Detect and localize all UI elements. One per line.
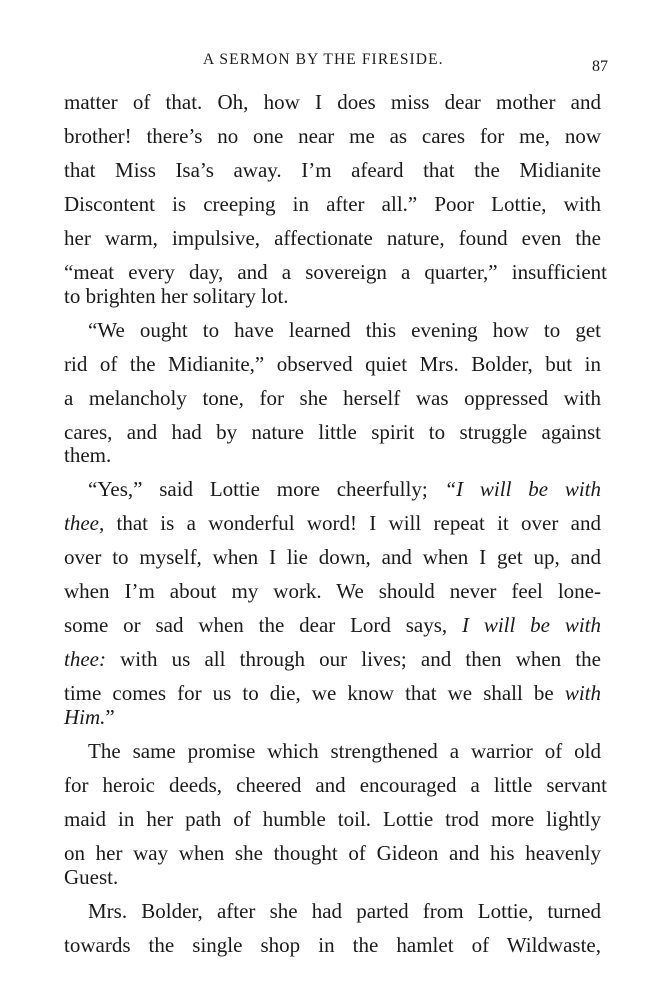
- text-line: over to myself, when I lie down, and when I get up, and: [64, 545, 601, 569]
- text-span: some or sad when the dear Lord says,: [64, 613, 462, 637]
- text-line: brother! there’s no one near me as cares for me, now: [64, 124, 601, 148]
- text-line: [64, 611, 601, 639]
- text-line: “meat every day, and a sovereign a quarter,” insufficient: [64, 260, 607, 284]
- text-line: that Miss Isa’s away. I’m afeard that the Midianite: [64, 158, 601, 182]
- text-span: ”: [105, 705, 115, 729]
- text-line: for heroic deeds, cheered and encouraged a little servant: [64, 773, 607, 797]
- italic-text: thee:: [64, 647, 106, 671]
- italic-text: I will be with: [462, 613, 602, 637]
- text-line: [64, 509, 601, 537]
- text-line: them.: [64, 443, 112, 467]
- text-line: The same promise which strengthened a warrior of old: [88, 739, 601, 763]
- text-line: Discontent is creeping in after all.” Poor Lottie, with: [64, 192, 601, 216]
- text-line: on her way when she thought of Gideon and his heavenly: [64, 841, 601, 865]
- text-line: [64, 703, 601, 731]
- text-span: time comes for us to die, we know that we shall be: [64, 681, 565, 705]
- text-line: “We ought to have learned this evening how to get: [88, 318, 601, 342]
- text-span: that is a wonderful word! I will repeat it over and: [104, 511, 601, 535]
- text-line: [64, 645, 601, 673]
- text-line: matter of that. Oh, how I does miss dear mother and: [64, 90, 601, 114]
- text-line: her warm, impulsive, affectionate nature, found even the: [64, 226, 601, 250]
- text-line: maid in her path of humble toil. Lottie trod more lightly: [64, 807, 601, 831]
- text-line: towards the single shop in the hamlet of Wildwaste,: [64, 933, 601, 957]
- running-title: A SERMON BY THE FIRESIDE.: [203, 51, 444, 68]
- italic-text: thee,: [64, 511, 105, 535]
- text-span: with us all through our lives; and then when the: [105, 647, 601, 671]
- text-line: when I’m about my work. We should never feel lone-: [64, 579, 601, 603]
- text-line: cares, and had by nature little spirit to struggle against: [64, 420, 601, 444]
- text-line: Mrs. Bolder, after she had parted from Lottie, turned: [88, 899, 601, 923]
- text-line: Guest.: [64, 865, 119, 889]
- italic-text: Him.: [64, 705, 106, 729]
- text-line: to brighten her solitary lot.: [64, 284, 289, 308]
- italic-text: “I will be with: [444, 477, 602, 501]
- text-line: a melancholy tone, for she herself was oppressed with: [64, 386, 601, 410]
- text-line: [88, 475, 601, 503]
- page-number: 87: [592, 58, 608, 75]
- text-line: rid of the Midianite,” observed quiet Mrs. Bolder, but in: [64, 352, 601, 376]
- italic-text: with: [564, 681, 601, 705]
- text-span: “Yes,” said Lottie more cheerfully;: [88, 477, 445, 501]
